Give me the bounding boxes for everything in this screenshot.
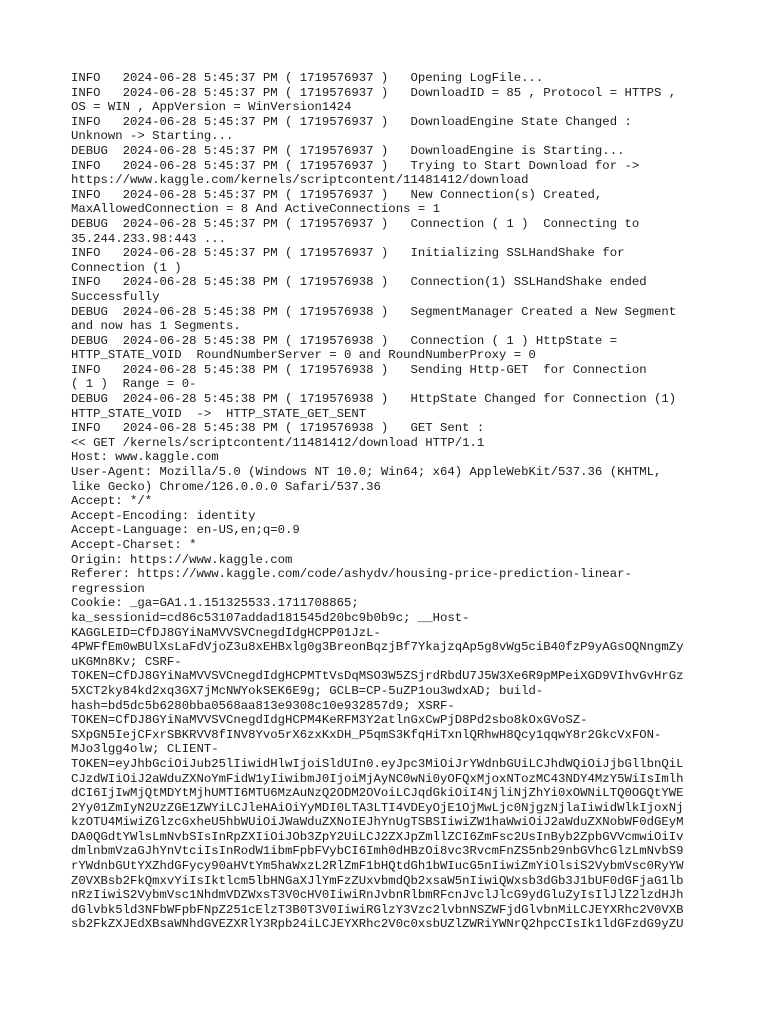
log-line: SXpGN5IejCFxrSBKRVV8fINV8Yvo5rX6zxKxDH_P5qmS3KfqHiTxnlQRhwH8Qcy1qqwY8r2GkcVxFON- [71,727,662,742]
log-line: Accept: */* [71,494,153,509]
log-line: 5XCT2ky84kd2xq3GX7jMcNWYokSEK6E9g; GCLB=CP-5uZP1ou3wdxAD; build- [71,683,544,698]
log-line: DEBUG 2024-06-28 5:45:38 PM ( 1719576938 ) Connection ( 1 ) HttpState = [71,333,618,348]
log-line: dmlnbmVzaGJhYnVtciIsInRodW1ibmFpbFVybCI6Imh0dHBzOi8vc3RvcmFnZS5nb29nbGVhcGlzLmNvbS9 [71,844,684,859]
log-line: Accept-Language: en-US,en;q=0.9 [71,523,300,538]
log-line: dGlvbk5ld3NFbWFpbFNpZ251cElzT3B0T3V0IiwiRGlzY3Vzc2lvbnNSZWFjdGlvbnMiLCJEYXRhc2V0VXB [71,902,684,917]
log-line: Z0VXBsb2FkQmxvYiIsIktlcm5lbHNGaXJlYmFzZUxvbmdQb2xsaW5nIiwiQWxsb3dGb3J1bUF0dGFjaG1lb [71,873,684,888]
log-line: DEBUG 2024-06-28 5:45:37 PM ( 1719576937 ) Connection ( 1 ) Connecting to [71,216,640,231]
log-line: << GET /kernels/scriptcontent/11481412/download HTTP/1.1 [71,435,485,450]
log-line: hash=bd5dc5b6280bba0568aa813e9308c10e932857d9; XSRF- [71,698,455,713]
log-line: Referer: https://www.kaggle.com/code/ashydv/housing-price-prediction-linear- [71,567,632,582]
log-line: 4PWFfEm0wBUlXsLaFdVjoZ3u8xEHBxlg0g3BreonBqzjBf7YkajzqAp5g8vWg5ciB40fzP9yAGsOQNngmZy [71,640,684,655]
log-line: uKGMn8Kv; CSRF- [71,654,182,669]
log-line: MJo3lgg4olw; CLIENT- [71,742,219,757]
log-line: User-Agent: Mozilla/5.0 (Windows NT 10.0; Win64; x64) AppleWebKit/537.36 (KHTML, [71,465,662,480]
log-line: 35.244.233.98:443 ... [71,231,226,246]
log-line: TOKEN=eyJhbGciOiJub25lIiwidHlwIjoiSldUIn0.eyJpc3MiOiJrYWdnbGUiLCJhdWQiOiJjbGllbnQiL [71,756,684,771]
log-line: INFO 2024-06-28 5:45:37 PM ( 1719576937 ) Opening LogFile... [71,71,544,85]
log-line: Successfully [71,289,160,304]
log-line: HTTP_STATE_VOID -> HTTP_STATE_GET_SENT [71,406,367,421]
log-line: INFO 2024-06-28 5:45:38 PM ( 1719576938 ) GET Sent : [71,421,485,436]
log-line: DEBUG 2024-06-28 5:45:38 PM ( 1719576938 ) SegmentManager Created a New Segment [71,304,677,319]
log-line: https://www.kaggle.com/kernels/scriptcontent/11481412/download [71,173,529,188]
log-line: Accept-Charset: * [71,538,197,552]
log-line: Host: www.kaggle.com [71,450,219,465]
log-line: KAGGLEID=CfDJ8GYiNaMVVSVCnegdIdgHCPP01JzL- [71,625,381,640]
log-line: Cookie: _ga=GA1.1.151325533.1711708865; [71,596,359,611]
log-line: and now has 1 Segments. [71,319,241,334]
log-line: dCI6IjIwMjQtMDYtMjhUMTI6MTU6MzAuNzQ2ODM2OVoiLCJqdGkiOiI4NjliNjZhYi0xOWNiLTQ0OGQtYWE [71,786,684,801]
log-line: TOKEN=CfDJ8GYiNaMVVSVCnegdIdgHCPMTtVsDqMSO3W5ZSjrdRbdU7J5W3Xe6R9pMPeiXGD9VIhvGvHrGz [71,669,684,684]
log-line: sb2FkZXJEdXBsaWNhdGVEZXRlY3Rpb24iLCJEYXRhc2V0c0xsbUZlZWRiYWNrQ2hpcCIsIk1ldGFzdG9yZU [71,917,684,932]
log-line: DEBUG 2024-06-28 5:45:38 PM ( 1719576938 ) HttpState Changed for Connection (1) [71,392,677,407]
log-line: regression [71,581,145,596]
log-line: rYWdnbGUtYXZhdGFycy90aHVtYm5haWxzL2RlZmF1bHQtdGh1bWIucG5nIiwiZmYiOlsiS2VybmVsc0RyYW [71,859,684,874]
log-line: INFO 2024-06-28 5:45:37 PM ( 1719576937 ) New Connection(s) Created, [71,187,603,202]
log-line: nRzIiwiS2VybmVsc1NhdmVDZWxsT3V0cHV0IiwiRnJvbnRlbmRFcnJvclJlcG9ydGluZyIsIlJlZ2lzdHJh [71,888,684,903]
log-line: Origin: https://www.kaggle.com [71,552,293,567]
log-line: CJzdWIiOiJ2aWduZXNoYmFidW1yIiwibmJ0IjoiMjAyNC0wNi0yOFQxMjoxNTozMC43NDY4MzY5WiIsImlh [71,771,684,786]
log-line: ka_sessionid=cd86c53107addad181545d20bc9b0b9c; __Host- [71,610,470,625]
log-line: OS = WIN , AppVersion = WinVersion1424 [71,100,352,115]
log-line: INFO 2024-06-28 5:45:37 PM ( 1719576937 ) Initializing SSLHandShake for [71,246,625,261]
log-line: HTTP_STATE_VOID RoundNumberServer = 0 and RoundNumberProxy = 0 [71,348,536,363]
log-line: DEBUG 2024-06-28 5:45:37 PM ( 1719576937 ) DownloadEngine is Starting... [71,143,625,158]
log-text-body [71,71,711,932]
log-line: Connection (1 ) [71,260,182,275]
log-line: INFO 2024-06-28 5:45:38 PM ( 1719576938 ) Connection(1) SSLHandShake ended [71,275,647,290]
log-line: INFO 2024-06-28 5:45:37 PM ( 1719576937 ) DownloadEngine State Changed : [71,114,632,129]
log-line: 2Yy01ZmIyN2UzZGE1ZWYiLCJleHAiOiYyMDI0LTA3LTI4VDEyOjE1OjMwLjc0NjgzNjlaIiwidWlkIjoxNj [71,800,684,815]
log-line: like Gecko) Chrome/126.0.0.0 Safari/537.36 [71,479,381,494]
log-line: TOKEN=CfDJ8GYiNaMVVSVCnegdIdgHCPM4KeRFM3Y2atlnGxCwPjD8Pd2sbo8kOxGVoSZ- [71,713,588,728]
log-line: MaxAllowedConnection = 8 And ActiveConnections = 1 [71,202,440,217]
log-line: DA0QGdtYWlsLmNvbSIsInRpZXIiOiJOb3ZpY2UiLCJ2ZXJpZmllZCI6ZmFsc2UsInByb2ZpbGVVcmwiOiIv [71,829,684,844]
log-line: Unknown -> Starting... [71,129,234,144]
log-line: Accept-Encoding: identity [71,508,256,523]
log-line: kzOTU4MiwiZGlzcGxheU5hbWUiOiJWaWduZXNoIEJhYnUgTSBSIiwiZW1haWwiOiJ2aWduZXNobWF0dGEyM [71,815,684,830]
log-line: ( 1 ) Range = 0- [71,377,197,392]
log-line: INFO 2024-06-28 5:45:38 PM ( 1719576938 ) Sending Http-GET for Connection [71,362,647,377]
log-line: INFO 2024-06-28 5:45:37 PM ( 1719576937 ) DownloadID = 85 , Protocol = HTTPS , [71,85,677,100]
log-line: INFO 2024-06-28 5:45:37 PM ( 1719576937 ) Trying to Start Download for -> [71,158,640,173]
